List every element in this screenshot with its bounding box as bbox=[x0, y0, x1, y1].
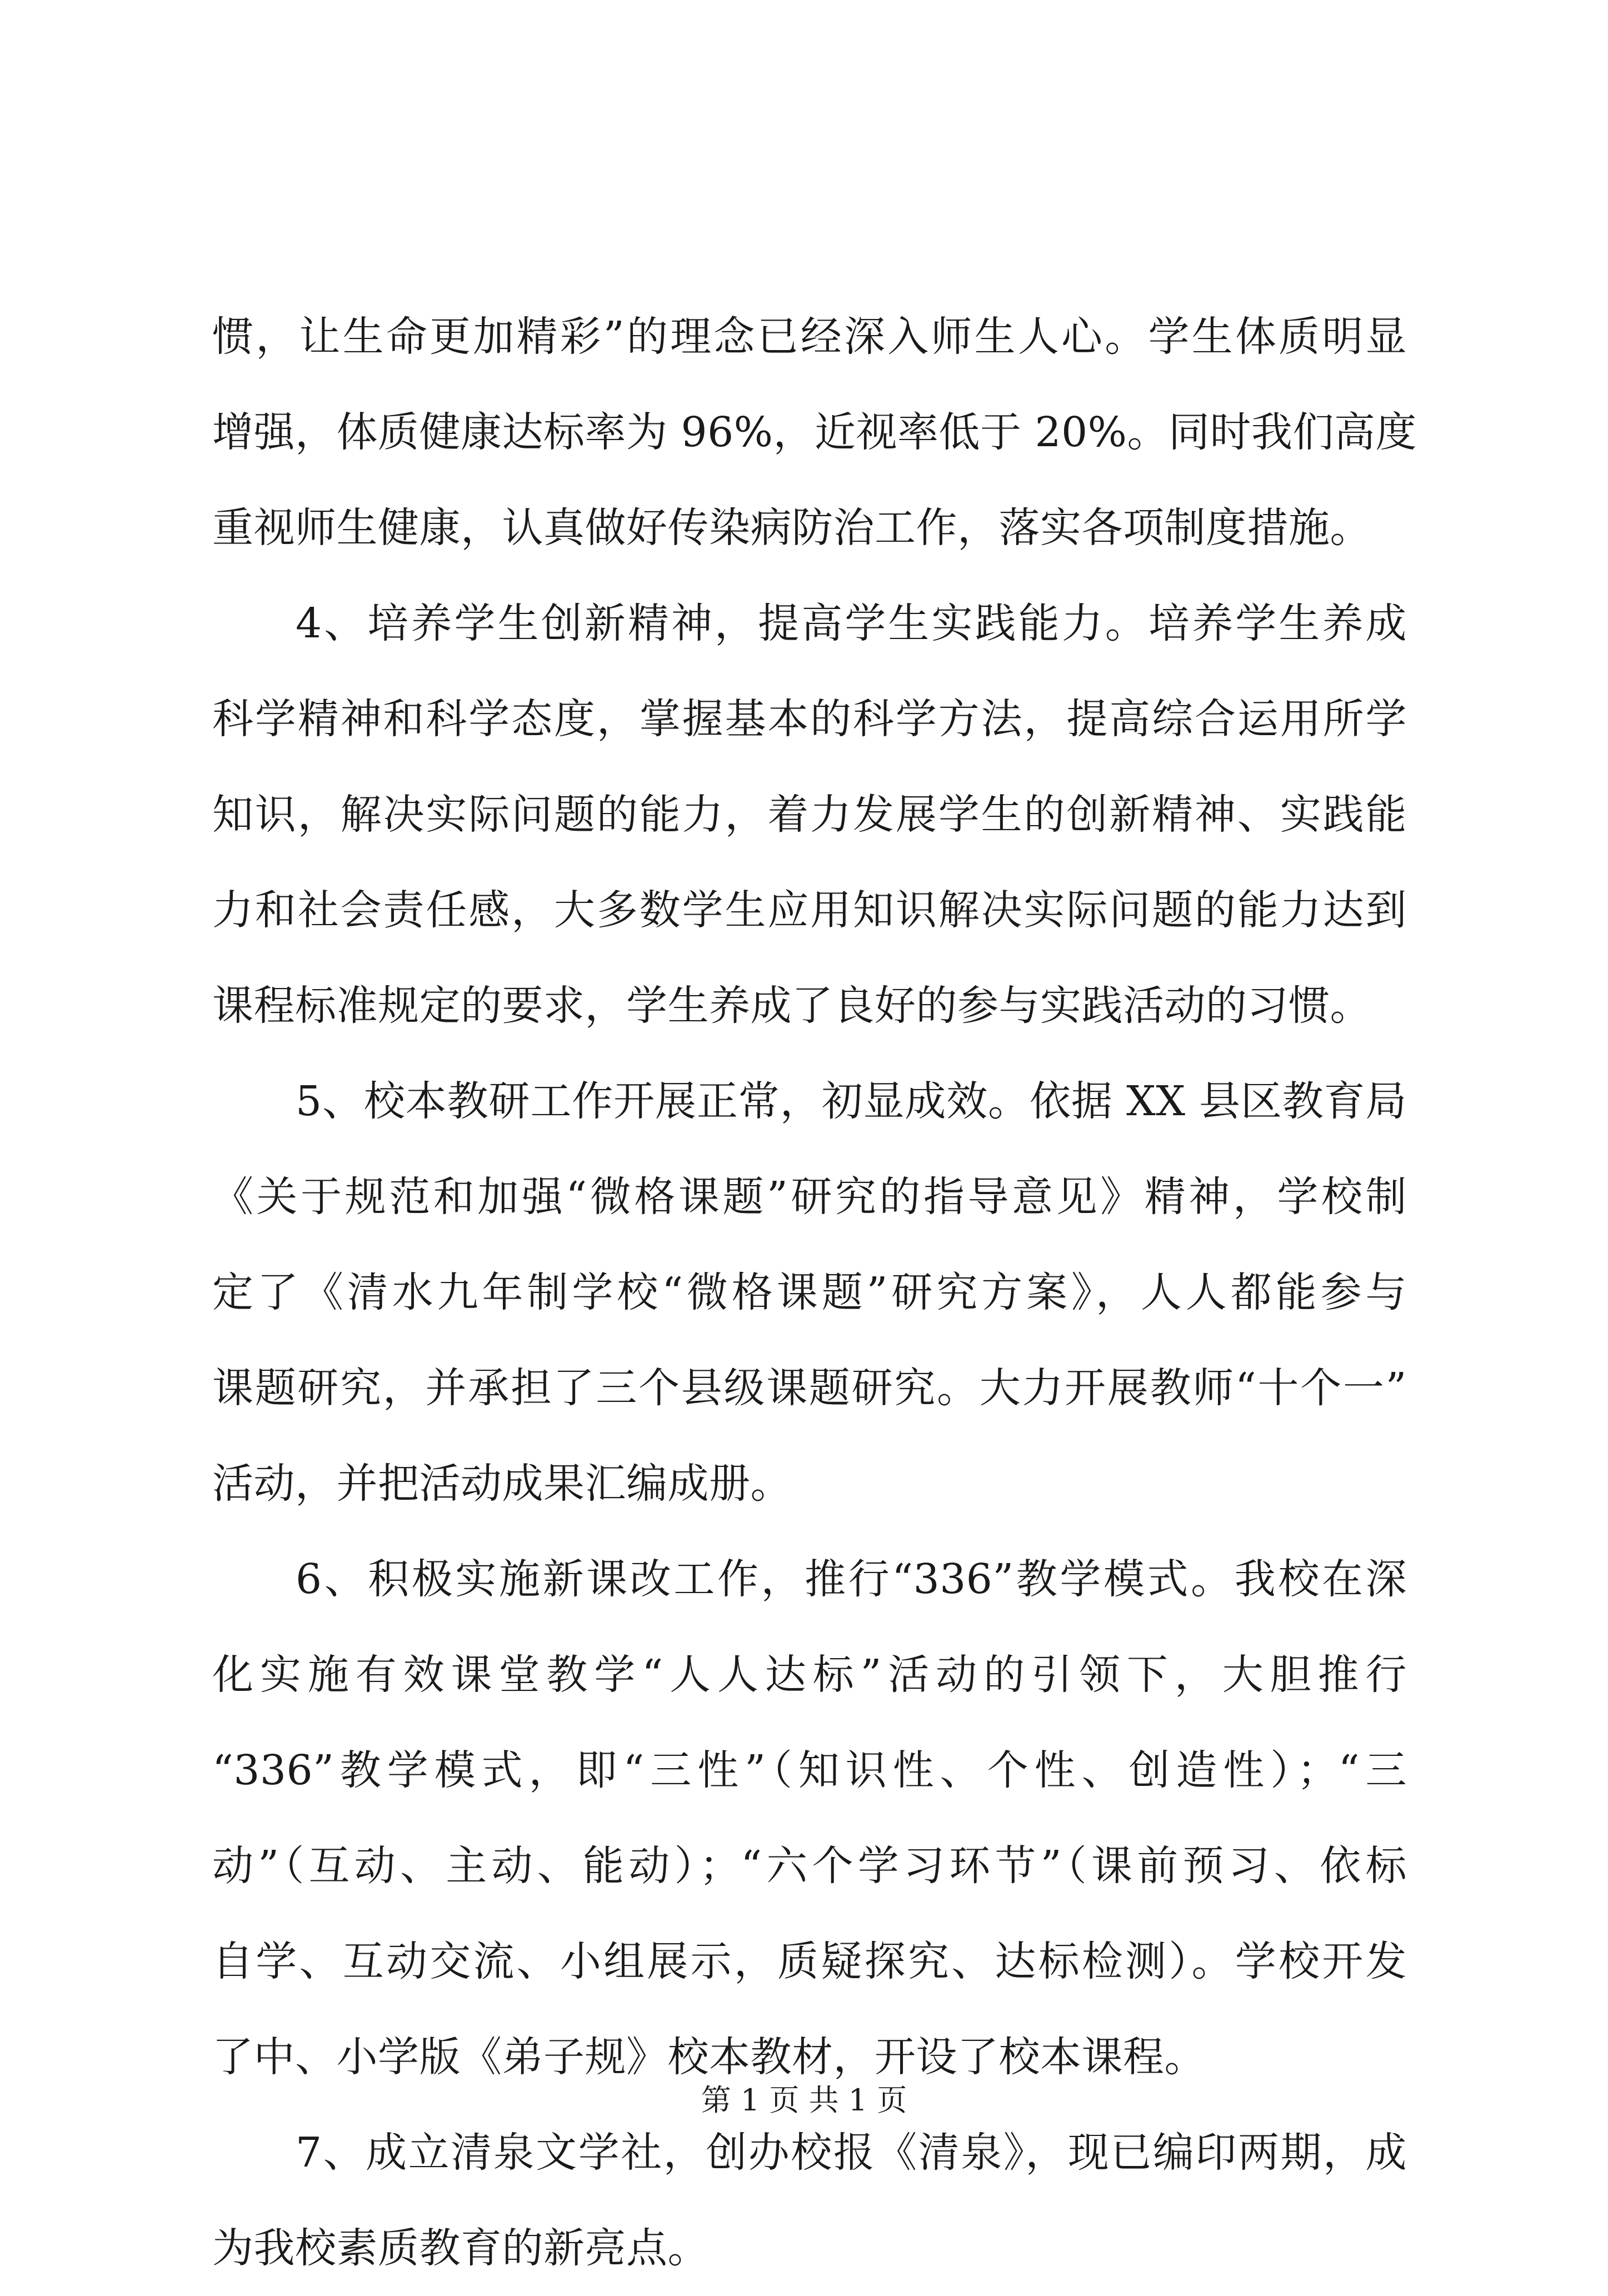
text-line: 为我校素质教育的新亮点。 bbox=[212, 2224, 709, 2272]
text-line: 自学、互动交流、小组展示，质疑探究、达标检测）。学校开发 bbox=[212, 1938, 1407, 1985]
document-body bbox=[212, 289, 1417, 2296]
text-line: 化实施有效课堂教学“人人达标”活动的引领下，大胆推行 bbox=[212, 1651, 1407, 1699]
paragraph-7-first-line: 7、成立清泉文学社，创办校报《清泉》，现已编印两期，成 bbox=[296, 2129, 1407, 2177]
text-line: 活动，并把活动成果汇编成册。 bbox=[212, 1460, 792, 1508]
paragraph-4-first-line: 4、培养学生创新精神，提高学生实践能力。培养学生养成 bbox=[296, 600, 1407, 647]
paragraph-5-first-line: 5、校本教研工作开展正常，初显成效。依据 XX 县区教育局 bbox=[296, 1077, 1407, 1125]
text-line: 定了《清水九年制学校“微格课题”研究方案》，人人都能参与 bbox=[212, 1269, 1407, 1316]
text-line: 增强，体质健康达标率为 96%，近视率低于 20%。同时我们高度 bbox=[212, 408, 1417, 456]
text-line: 动”（互动、主动、能动）；“六个学习环节”（课前预习、依标 bbox=[212, 1842, 1407, 1890]
text-line: 力和社会责任感，大多数学生应用知识解决实际问题的能力达到 bbox=[212, 886, 1407, 934]
text-line: 了中、小学版《弟子规》校本教材，开设了校本课程。 bbox=[212, 2033, 1206, 2081]
text-line: 课程标准规定的要求，学生养成了良好的参与实践活动的习惯。 bbox=[212, 982, 1371, 1030]
text-line: “336”教学模式，即“三性”（知识性、个性、创造性）；“三 bbox=[212, 1746, 1407, 1794]
text-line: 知识，解决实际问题的能力，着力发展学生的创新精神、实践能 bbox=[212, 791, 1407, 838]
text-line: 课题研究，并承担了三个县级课题研究。大力开展教师“十个一” bbox=[212, 1364, 1407, 1412]
text-line: 重视师生健康，认真做好传染病防治工作，落实各项制度措施。 bbox=[212, 504, 1371, 552]
page-number-footer: 第 1 页 共 1 页 bbox=[701, 2083, 907, 2118]
paragraph-6-first-line: 6、积极实施新课改工作，推行“336”教学模式。我校在深 bbox=[296, 1555, 1407, 1603]
text-line: 惯，让生命更加精彩”的理念已经深入师生人心。学生体质明显 bbox=[212, 313, 1407, 361]
text-line: 《关于规范和加强“微格课题”研究的指导意见》精神，学校制 bbox=[212, 1173, 1407, 1221]
text-line: 科学精神和科学态度，掌握基本的科学方法，提高综合运用所学 bbox=[212, 695, 1407, 743]
